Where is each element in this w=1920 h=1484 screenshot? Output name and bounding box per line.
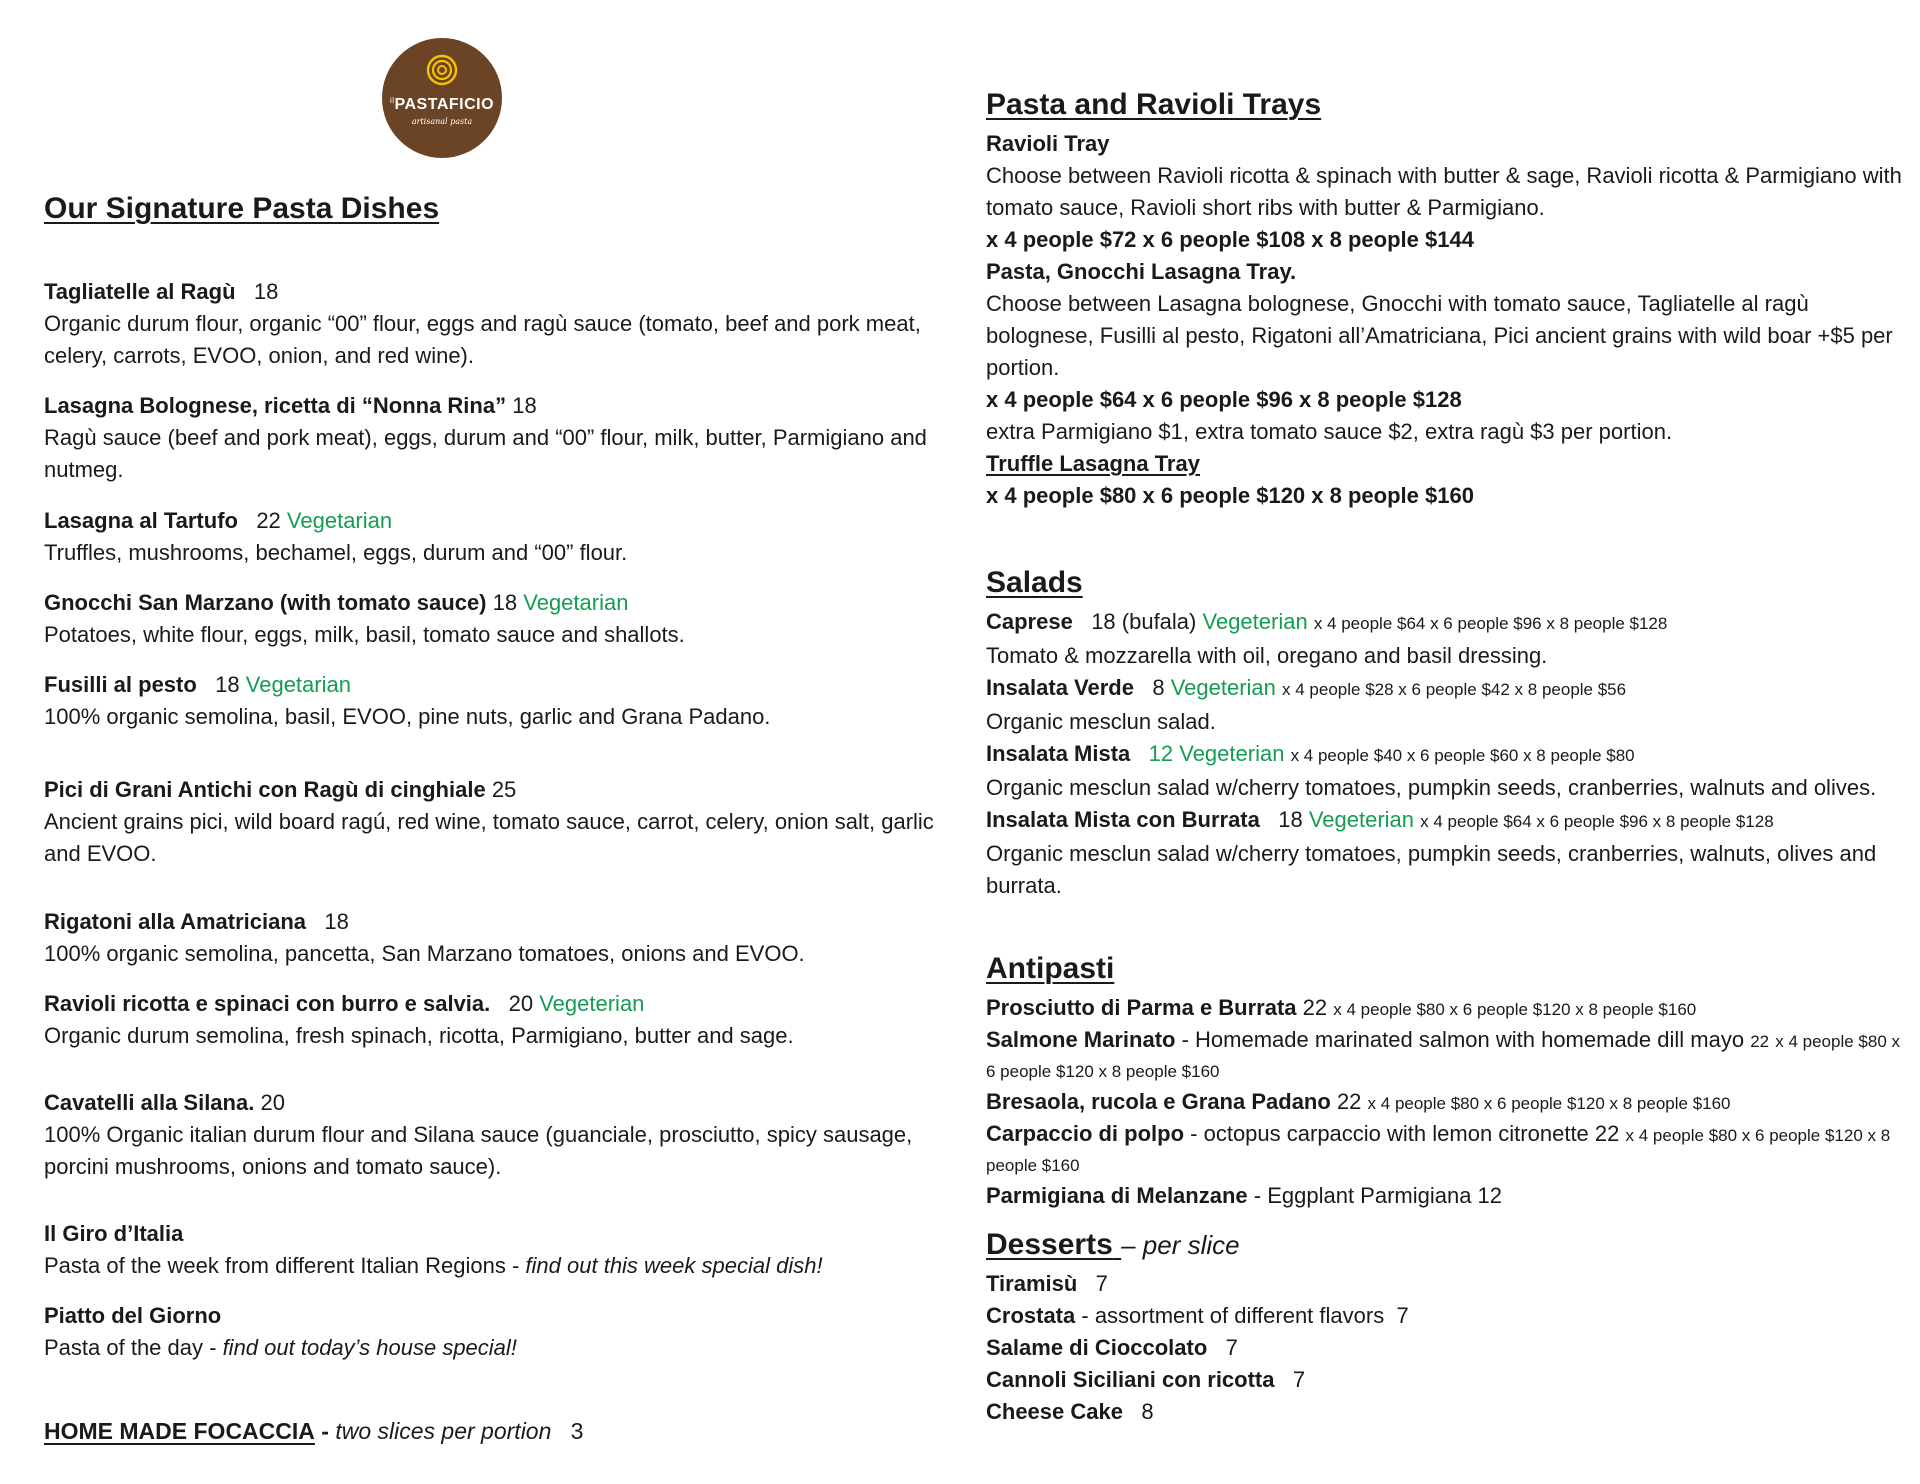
item-desc: Organic durum semolina, fresh spinach, ricotta, Parmigiano, butter and sage.: [44, 1023, 794, 1048]
menu-item: [44, 669, 974, 733]
pastaficio-logo: [382, 38, 502, 158]
item-name: Lasagna al Tartufo: [44, 508, 238, 533]
item-name: Insalata Verde: [986, 675, 1134, 700]
item-name: Piatto del Giorno: [44, 1303, 222, 1328]
tray-extras: extra Parmigiano $1, extra tomato sauce $2, extra ragù $3 per portion.: [986, 419, 1673, 444]
tray-prices: x 4 people $72 x 6 people $108 x 8 people $144: [986, 227, 1474, 252]
item-price: 18: [324, 909, 349, 934]
item-name: Prosciutto di Parma e Burrata: [986, 995, 1297, 1020]
menu-item: [44, 390, 974, 486]
item-price: 18: [215, 672, 240, 697]
tray-prices: x 4 people $64 x 6 people $96 x 8 people $128: [1420, 812, 1774, 831]
desserts-title: [986, 1228, 1240, 1262]
item-desc: Ancient grains pici, wild board ragú, red wine, tomato sauce, carrot, celery, onion salt, garlic and EVOO.: [44, 809, 934, 866]
item-price: 8: [1141, 1399, 1154, 1424]
item-name: Tagliatelle al Ragù: [44, 279, 236, 304]
menu-item: [986, 1396, 1906, 1428]
logo-name: [382, 96, 502, 114]
item-price: 20: [260, 1090, 285, 1115]
item-price: 7: [1225, 1335, 1238, 1360]
item-price: 12: [1148, 741, 1174, 766]
item-name: Salame di Cioccolato: [986, 1335, 1208, 1360]
desserts-heading: Desserts: [986, 1228, 1113, 1261]
item-desc: - octopus carpaccio with lemon citronette: [1190, 1121, 1589, 1146]
tray-prices: x 4 people $64 x 6 people $96 x 8 people $128: [1313, 614, 1668, 633]
logo-prefix: il: [389, 96, 395, 105]
item-name: Parmigiana di Melanzane: [986, 1183, 1248, 1208]
tray-prices: x 4 people $64 x 6 people $96 x 8 people $128: [986, 387, 1462, 412]
item-price: 22: [1302, 995, 1328, 1020]
item-desc: Organic durum flour, organic “00” flour, eggs and ragù sauce (tomato, beef and pork meat, celery, carrots, EVOO, onion, and red wine).: [44, 311, 921, 368]
menu-item: [44, 276, 974, 372]
menu-item: [44, 505, 974, 569]
item-name: Crostata: [986, 1303, 1076, 1328]
vegetarian-tag: Vegeterian: [1170, 675, 1276, 700]
item-name: Cheese Cake: [986, 1399, 1123, 1424]
desserts-list: [986, 1268, 1906, 1428]
vegetarian-tag: Vegetarian: [286, 508, 393, 533]
giorno-desc: Pasta of the day -: [44, 1335, 217, 1360]
tray-prices: x 4 people $80 x 6 people $120 x 8 people $160: [986, 483, 1474, 508]
menu-item: [986, 1180, 1906, 1212]
tray-prices: x 4 people $40 x 6 people $60 x 8 people $80: [1290, 746, 1635, 765]
tray-prices: x 4 people $80 x 6 people $120 x 8 people $160: [1333, 1000, 1697, 1019]
vegetarian-tag: Vegeterian: [1308, 807, 1415, 832]
item-price: 20: [508, 991, 534, 1016]
vegetarian-tag: Vegetarian: [245, 672, 351, 697]
menu-item: [44, 906, 974, 970]
signature-pasta-title: Our Signature Pasta Dishes: [44, 192, 440, 225]
item-desc: Organic mesclun salad w/cherry tomatoes, pumpkin seeds, cranberries, walnuts, olives and burrata.: [986, 841, 1877, 898]
item-price: 7: [1095, 1271, 1108, 1296]
menu-item: [986, 1026, 1906, 1086]
item-name: Fusilli al pesto: [44, 672, 197, 697]
salads-title: Salads: [986, 566, 1083, 599]
tray-item: [986, 128, 1906, 512]
menu-item: [986, 1300, 1906, 1332]
item-name: Cannoli Siciliani con ricotta: [986, 1367, 1275, 1392]
menu-item: [44, 988, 974, 1052]
tray-prices: x 4 people $28 x 6 people $42 x 8 people $56: [1282, 680, 1627, 699]
item-price: 8: [1152, 675, 1165, 700]
item-price: 7: [1292, 1367, 1306, 1392]
item-name: Pici di Grani Antichi con Ragù di cinghiale: [44, 777, 486, 802]
tray-prices: x 4 people $80 x 6 people $120 x 8 people $160: [1367, 1094, 1731, 1113]
item-desc: Choose between Lasagna bolognese, Gnocchi with tomato sauce, Tagliatelle al ragù bolognese, Fusilli al pesto, Rigatoni all’Amatriciana, Pici ancient grains with wild boar +$5 per portion.: [986, 291, 1893, 380]
item-name: Insalata Mista con Burrata: [986, 807, 1260, 832]
focaccia-note: two slices per portion: [335, 1418, 552, 1444]
logo-tagline: artisanal pasta: [411, 117, 473, 126]
menu-item: [986, 1086, 1906, 1120]
menu-item: [986, 672, 1906, 738]
focaccia-price: 3: [570, 1418, 584, 1444]
menu-item: [986, 738, 1906, 804]
item-name: Bresaola, rucola e Grana Padano: [986, 1089, 1331, 1114]
item-desc: Potatoes, white flour, eggs, milk, basil, tomato sauce and shallots.: [44, 622, 685, 647]
item-name: Cavatelli alla Silana.: [44, 1090, 255, 1115]
giorno-note: find out today’s house special!: [222, 1335, 517, 1360]
item-desc: - assortment of different flavors: [1081, 1303, 1385, 1328]
giro-note: find out this week special dish!: [525, 1253, 823, 1278]
item-name: Il Giro d’Italia: [44, 1221, 184, 1246]
item-price: 18 (bufala): [1091, 609, 1197, 634]
item-name: Rigatoni alla Amatriciana: [44, 909, 307, 934]
desserts-subtitle: – per slice: [1121, 1230, 1240, 1260]
item-name: Truffle Lasagna Tray: [986, 451, 1200, 476]
item-desc: Truffles, mushrooms, bechamel, eggs, durum and “00” flour.: [44, 540, 628, 565]
item-desc: [44, 1332, 974, 1364]
spiral-logo-icon: [426, 54, 458, 86]
menu-item: [44, 1218, 974, 1282]
tray-prices: x 4 people $80 x 6 people $120 x 8 people $160: [986, 1126, 1891, 1175]
item-price: 18: [1278, 807, 1303, 832]
item-name: Gnocchi San Marzano (with tomato sauce): [44, 590, 487, 615]
item-name: Tiramisù: [986, 1271, 1078, 1296]
item-price: 25: [491, 777, 517, 802]
menu-item: [986, 606, 1906, 672]
item-name: Caprese: [986, 609, 1073, 634]
menu-item: [986, 1268, 1906, 1300]
giro-desc: Pasta of the week from different Italian Regions -: [44, 1253, 520, 1278]
menu-item: [986, 992, 1906, 1026]
menu-item: [44, 774, 974, 870]
focaccia-line: [44, 1418, 583, 1445]
item-desc: Choose between Ravioli ricotta & spinach with butter & sage, Ravioli ricotta & Parmigiano with tomato sauce, Ravioli short ribs with butter & Parmigiano.: [986, 163, 1902, 220]
trays-title: Pasta and Ravioli Trays: [986, 88, 1322, 121]
item-desc: - Eggplant Parmigiana 12: [1253, 1183, 1503, 1208]
item-price: 22: [1336, 1089, 1362, 1114]
item-price: 18: [492, 590, 518, 615]
item-name: Ravioli ricotta e spinaci con burro e salvia.: [44, 991, 491, 1016]
item-name: Pasta, Gnocchi Lasagna Tray.: [986, 259, 1297, 284]
menu-item: [986, 804, 1906, 902]
item-price: 18: [253, 279, 279, 304]
item-desc: Organic mesclun salad w/cherry tomatoes, pumpkin seeds, cranberries, walnuts and olives.: [986, 775, 1877, 800]
item-name: Insalata Mista: [986, 741, 1131, 766]
item-price: 18: [512, 393, 537, 418]
item-name: Lasagna Bolognese, ricetta di “Nonna Rina”: [44, 393, 507, 418]
item-desc: - Homemade marinated salmon with homemade dill mayo: [1181, 1027, 1745, 1052]
item-desc: Organic mesclun salad.: [986, 709, 1216, 734]
item-desc: 100% Organic italian durum flour and Silana sauce (guanciale, prosciutto, spicy sausage, porcini mushrooms, onions and tomato sauce).: [44, 1122, 913, 1179]
antipasti-title: Antipasti: [986, 952, 1115, 985]
focaccia-name: HOME MADE FOCACCIA: [44, 1418, 315, 1444]
focaccia-dash: -: [321, 1418, 329, 1444]
item-desc: 100% organic semolina, pancetta, San Marzano tomatoes, onions and EVOO.: [44, 941, 805, 966]
item-name: Carpaccio di polpo: [986, 1121, 1185, 1146]
vegetarian-tag: Vegeterian: [1202, 609, 1308, 634]
logo-wordmark: PASTAFICIO: [394, 96, 495, 113]
item-price: 7: [1396, 1303, 1409, 1328]
item-name: Ravioli Tray: [986, 131, 1110, 156]
item-price: 22: [256, 508, 281, 533]
menu-item: [44, 1300, 974, 1364]
item-price: 22: [1594, 1121, 1620, 1146]
vegetarian-tag: Vegetarian: [523, 590, 629, 615]
antipasti-list: [986, 992, 1906, 1212]
tray-prices: x 4 people $80 x 6 people $120 x 8 people $160: [986, 1032, 1901, 1081]
salads-list: [986, 606, 1906, 902]
item-price: 22: [1750, 1032, 1770, 1051]
vegetarian-tag: Vegeterian: [1179, 741, 1285, 766]
vegetarian-tag: Vegeterian: [539, 991, 645, 1016]
menu-item: [44, 1087, 974, 1183]
item-desc: Ragù sauce (beef and pork meat), eggs, durum and “00” flour, milk, butter, Parmigiano and nutmeg.: [44, 425, 927, 482]
item-name: Salmone Marinato: [986, 1027, 1176, 1052]
menu-item: [986, 1120, 1906, 1180]
item-desc: Tomato & mozzarella with oil, oregano and basil dressing.: [986, 643, 1548, 668]
item-desc: [44, 1250, 974, 1282]
menu-item: [986, 1332, 1906, 1364]
menu-item: [986, 1364, 1906, 1396]
menu-item: [44, 587, 974, 651]
item-desc: 100% organic semolina, basil, EVOO, pine nuts, garlic and Grana Padano.: [44, 704, 771, 729]
